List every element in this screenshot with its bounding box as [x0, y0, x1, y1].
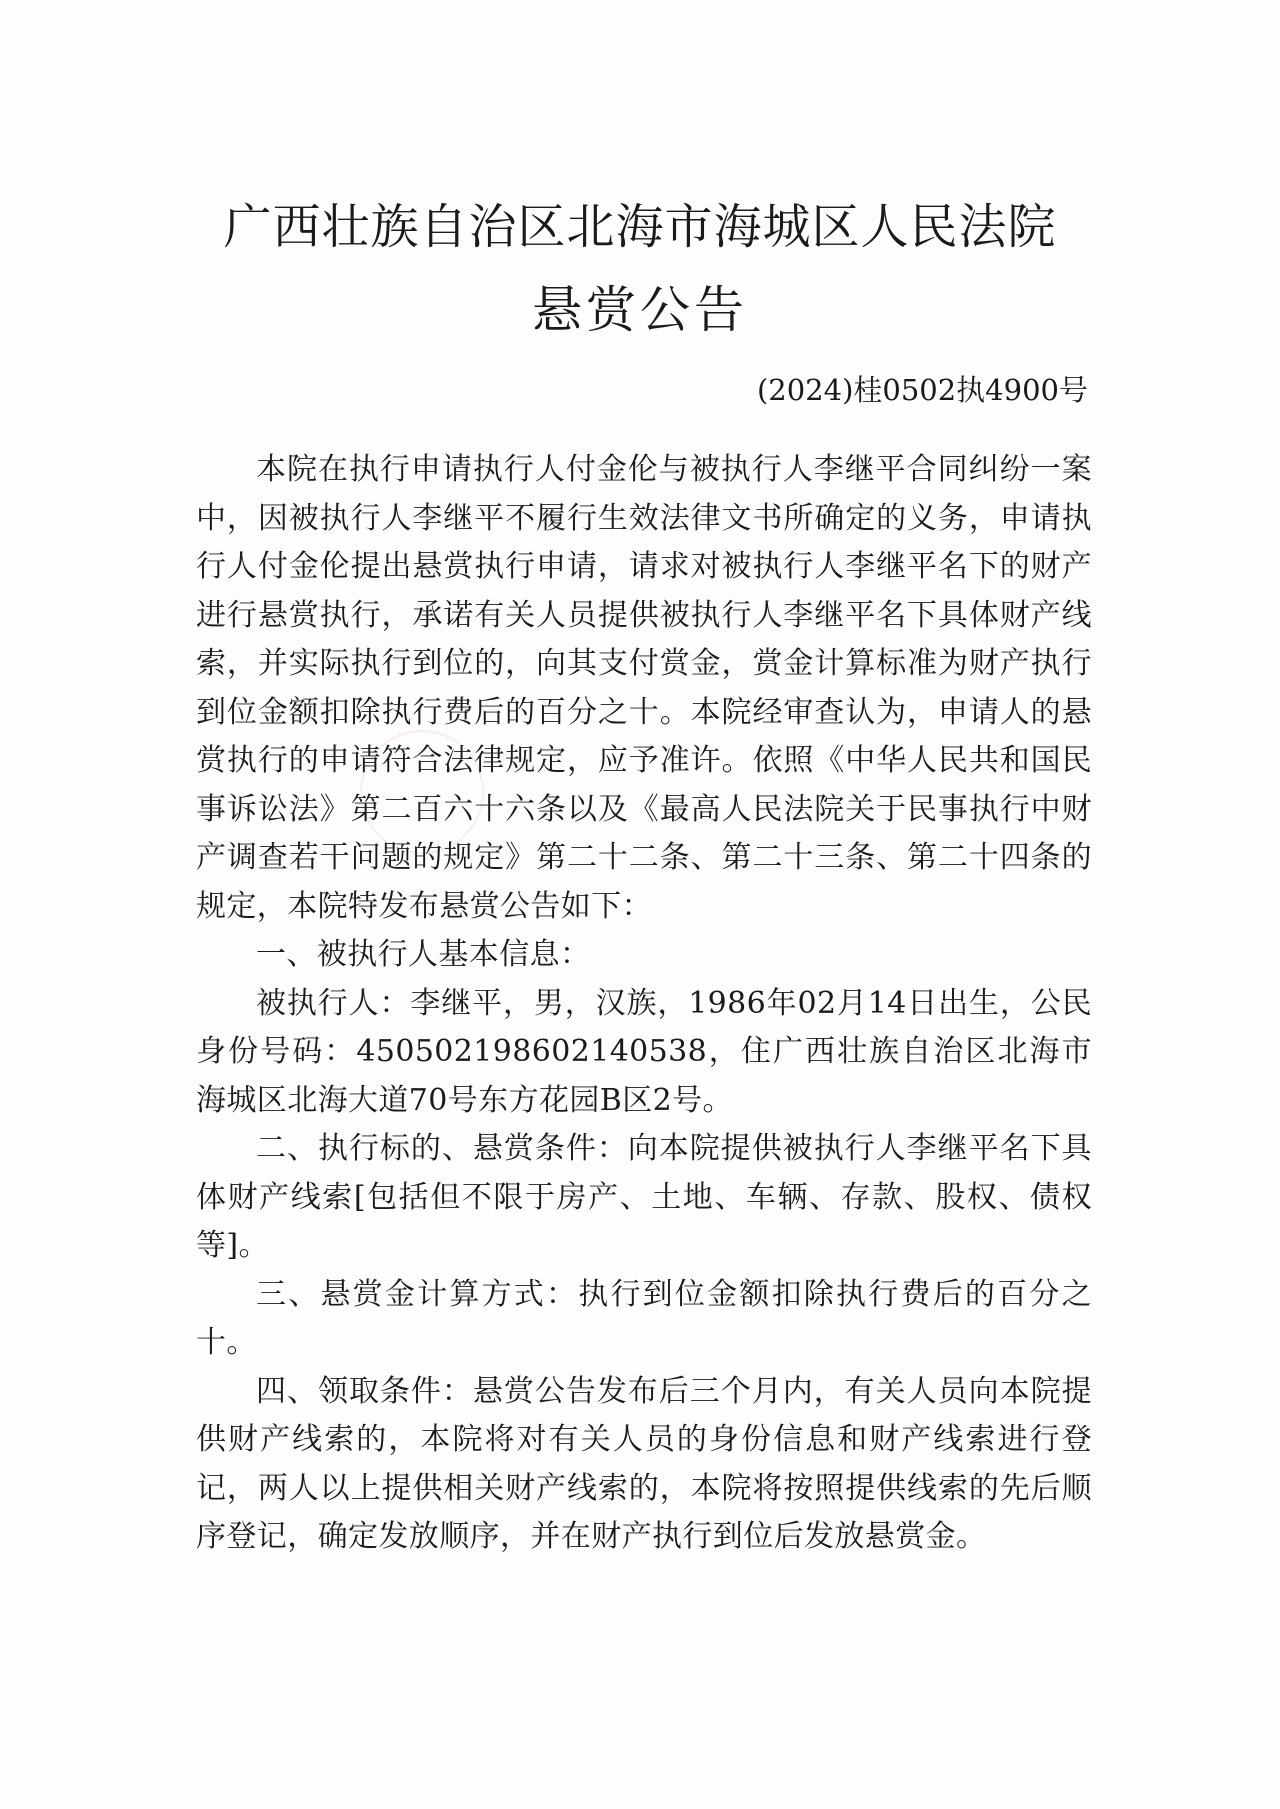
notice-body	[196, 446, 1092, 1562]
paragraph-section-1-heading: 一、被执行人基本信息：	[256, 937, 591, 972]
paragraph-debtor-info: 被执行人：李继平，男，汉族，1986年02月14日出生，公民身份号码：450502198602140538，住广西壮族自治区北海市海城区北海大道70号东方花园B区2号。	[196, 985, 1092, 1118]
case-number: (2024)桂0502执4900号	[756, 373, 1088, 407]
paragraph-section-3: 三、悬赏金计算方式：执行到位金额扣除执行费后的百分之十。	[196, 1276, 1092, 1360]
paragraph-section-2: 二、执行标的、悬赏条件：向本院提供被执行人李继平名下具体财产线索[包括但不限于房产、土地、车辆、存款、股权、债权等]。	[196, 1131, 1092, 1263]
notice-title: 悬赏公告	[532, 281, 748, 339]
court-name-heading: 广西壮族自治区北海市海城区人民法院	[223, 199, 1057, 255]
paragraph-intro: 本院在执行申请执行人付金伦与被执行人李继平合同纠纷一案中，因被执行人李继平不履行生效法律文书所确定的义务，申请执行人付金伦提出悬赏执行申请，请求对被执行人李继平名下的财产进行悬赏执行，承诺有关人员提供被执行人李继平名下具体财产线索，并实际执行到位的，向其支付赏金，赏金计算标准为财产执行到位金额扣除执行费后的百分之十。本院经审查认为，申请人的悬赏执行的申请符合法律规定，应予准许。依照《中华人民共和国民事诉讼法》第二百六十六条以及《最高人民法院关于民事执行中财产调查若干问题的规定》第二十二条、第二十三条、第二十四条的规定，本院特发布悬赏公告如下：	[196, 452, 1092, 924]
paragraph-section-4: 四、领取条件：悬赏公告发布后三个月内，有关人员向本院提供财产线索的，本院将对有关人员的身份信息和财产线索进行登记，两人以上提供相关财产线索的，本院将按照提供线索的先后顺序登记，确定发放顺序，并在财产执行到位后发放悬赏金。	[196, 1373, 1092, 1554]
